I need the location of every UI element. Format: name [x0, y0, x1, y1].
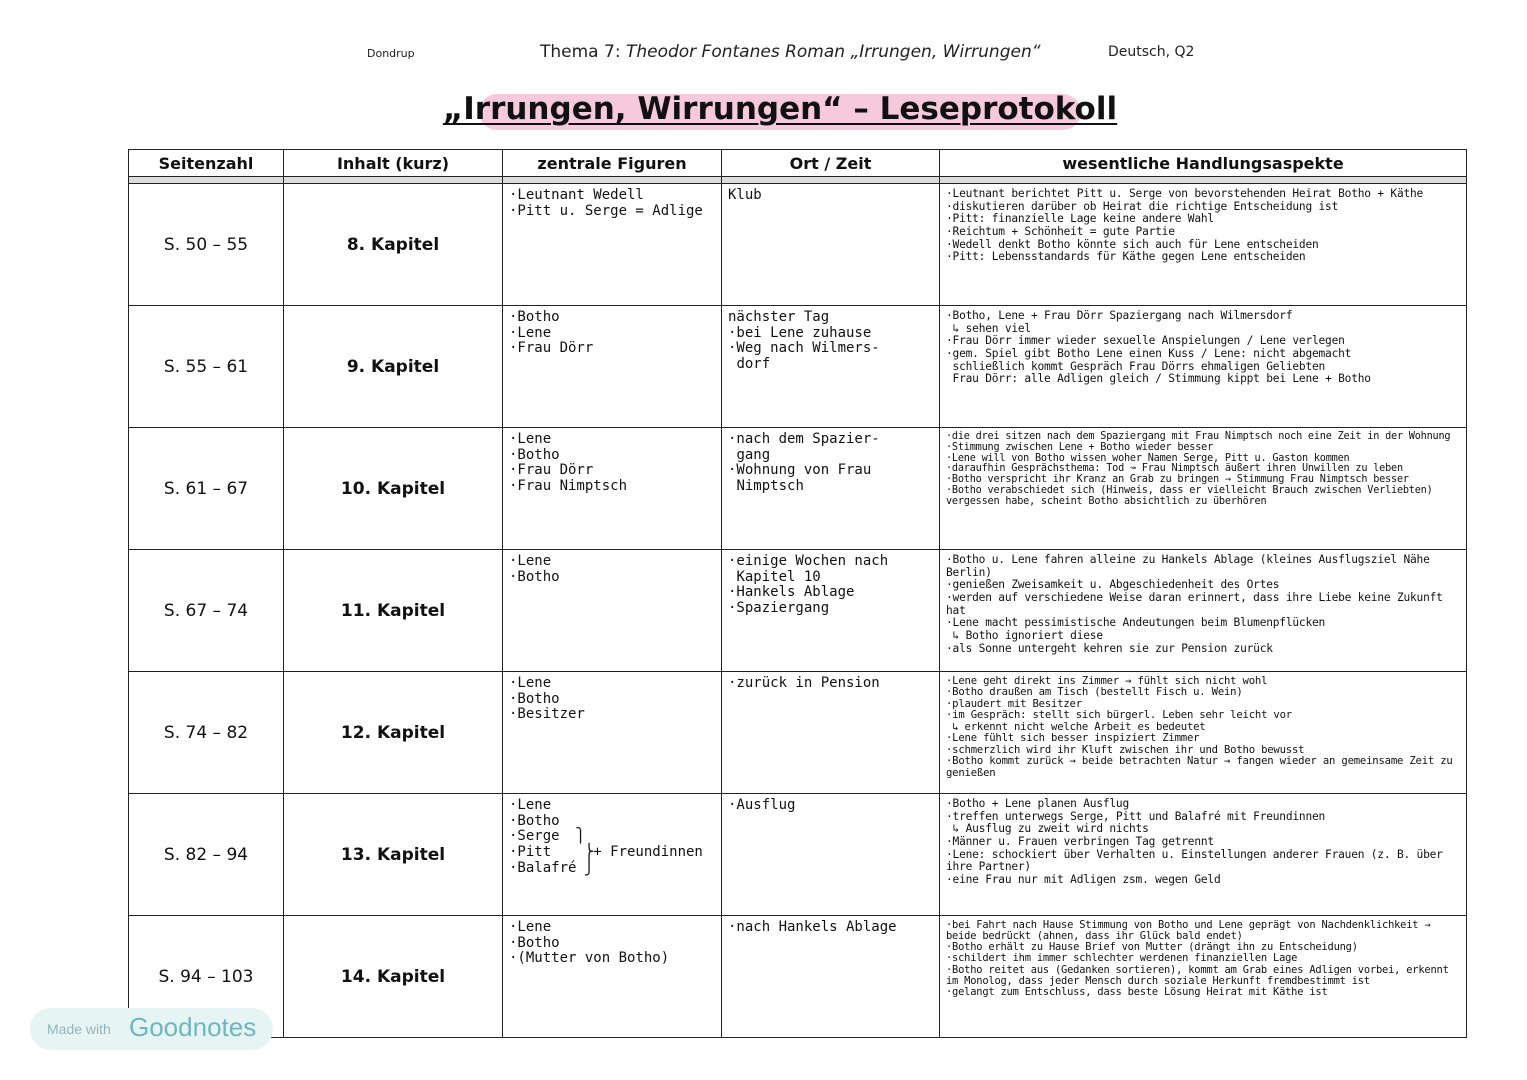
- table-row: [129, 184, 1467, 306]
- cell-aspects: [940, 306, 1467, 428]
- column-header-pages: Seitenzahl: [129, 150, 284, 177]
- cell-chapter: 14. Kapitel: [284, 916, 503, 1038]
- cell-chapter: 13. Kapitel: [284, 794, 503, 916]
- cell-figures: [503, 550, 722, 672]
- page-title: „Irrungen, Wirrungen“ – Leseprotokoll: [442, 91, 1118, 127]
- figures-text: ·Lene ·Botho ·(Mutter von Botho): [509, 919, 670, 967]
- cell-aspects: [940, 916, 1467, 1038]
- spacer-row: [129, 177, 1467, 184]
- cell-figures: [503, 916, 722, 1038]
- cell-chapter: 10. Kapitel: [284, 428, 503, 550]
- cell-figures: [503, 184, 722, 306]
- table-header-row: [129, 150, 1467, 177]
- figures-text: ·Lene ·Botho ·Besitzer: [509, 675, 585, 723]
- table-row: [129, 794, 1467, 916]
- figures-text: ·Lene ·Botho ·Serge ⎫ ·Pitt ⎬+ Freundinnen ·Balafré ⎭: [509, 797, 703, 876]
- place-text: nächster Tag ·bei Lene zuhause ·Weg nach Wilmers- dorf: [728, 309, 880, 373]
- header-topic-italic: Theodor Fontanes Roman „Irrungen, Wirrungen“: [625, 42, 1041, 62]
- cell-pages: S. 67 – 74: [129, 550, 284, 672]
- cell-place-time: [722, 306, 940, 428]
- reading-protocol-table: [128, 149, 1467, 1038]
- cell-figures: [503, 428, 722, 550]
- cell-place-time: [722, 550, 940, 672]
- place-text: ·einige Wochen nach Kapitel 10 ·Hankels Ablage ·Spaziergang: [728, 553, 889, 617]
- cell-pages: S. 55 – 61: [129, 306, 284, 428]
- place-text: ·nach dem Spazier- gang ·Wohnung von Frau Nimptsch: [728, 431, 880, 495]
- cell-place-time: [722, 184, 940, 306]
- cell-pages: S. 50 – 55: [129, 184, 284, 306]
- table-row: [129, 306, 1467, 428]
- column-header-figures: zentrale Figuren: [503, 150, 722, 177]
- cell-chapter: 8. Kapitel: [284, 184, 503, 306]
- header-author: Dondrup: [367, 47, 415, 60]
- header-course: Deutsch, Q2: [1108, 44, 1195, 60]
- column-header-content: Inhalt (kurz): [284, 150, 503, 177]
- header-topic-prefix: Thema 7:: [540, 42, 626, 62]
- cell-place-time: [722, 672, 940, 794]
- cell-place-time: [722, 794, 940, 916]
- cell-place-time: [722, 428, 940, 550]
- cell-figures: [503, 794, 722, 916]
- table-row: [129, 672, 1467, 794]
- cell-aspects: [940, 428, 1467, 550]
- place-text: Klub: [728, 187, 762, 203]
- place-text: ·nach Hankels Ablage: [728, 919, 897, 935]
- cell-pages: S. 94 – 103: [129, 916, 284, 1038]
- table-row: [129, 550, 1467, 672]
- aspects-text: ·Botho, Lene + Frau Dörr Spaziergang nach Wilmersdorf ↳ sehen viel ·Frau Dörr immer wieder sexuelle Anspielungen / Lene verlegen ·gem. Spiel gibt Botho Lene einen Kuss / Lene: nicht abgemacht schließlich kommt Gespräch Frau Dörrs ehmaligen Geliebten Frau Dörr: alle Adligen gleich / Stimmung kippt bei Lene + Botho: [946, 309, 1371, 386]
- aspects-text: ·Leutnant berichtet Pitt u. Serge von bevorstehenden Heirat Botho + Käthe ·diskutieren darüber ob Heirat die richtige Entscheidung ist ·Pitt: finanzielle Lage keine andere Wahl ·Reichtum + Schönheit = gute Partie ·Wedell denkt Botho könnte sich auch für Lene entscheiden ·Pitt: Lebensstandards für Käthe gegen Lene entscheiden: [946, 187, 1424, 264]
- aspects-text: ·Botho + Lene planen Ausflug ·treffen unterwegs Serge, Pitt und Balafré mit Freundinnen ↳ Ausflug zu zweit wird nichts ·Männer u. Frauen verbringen Tag getrennt ·Lene: schockiert über Verhalten u. Einstellungen anderer Frauen (z. B. über ihre Partner) ·eine Frau nur mit Adligen zsm. wegen Geld: [946, 797, 1443, 886]
- table-row: [129, 916, 1467, 1038]
- cell-aspects: [940, 794, 1467, 916]
- header-topic: [540, 42, 1041, 62]
- cell-chapter: 11. Kapitel: [284, 550, 503, 672]
- aspects-text: ·bei Fahrt nach Hause Stimmung von Botho und Lene geprägt von Nachdenklichkeit → beide bedrückt (ahnen, dass ihr Glück bald endet) ·Botho erhält zu Hause Brief von Mutter (drängt ihn zu Entscheidung) ·schildert ihm immer schlechter werdenen finanziellen Lage ·Botho reitet aus (Gedanken sortieren), kommt am Grab eines Adligen vorbei, erkennt im Monolog, dass jeder Mensch durch soziale Herkunft fremdbestimmt ist ·gelangt zum Entschluss, dass beste Lösung Heirat mit Käthe ist: [946, 919, 1449, 998]
- cell-figures: [503, 306, 722, 428]
- table-row: [129, 428, 1467, 550]
- figures-text: ·Lene ·Botho: [509, 553, 560, 585]
- place-text: ·zurück in Pension: [728, 675, 880, 691]
- aspects-text: ·Lene geht direkt ins Zimmer → fühlt sich nicht wohl ·Botho draußen am Tisch (bestellt Fisch u. Wein) ·plaudert mit Besitzer ·im Gespräch: stellt sich bürgerl. Leben sehr leicht vor ↳ erkennt nicht welche Arbeit es bedeutet ·Lene fühlt sich besser inspiziert Zimmer ·schmerzlich wird ihr Kluft zwischen ihr und Botho bewusst ·Botho kommt zurück → beide betrachten Natur → fangen wieder an gemeinsame Zeit zu genießen: [946, 675, 1453, 779]
- cell-figures: [503, 672, 722, 794]
- column-header-aspects: wesentliche Handlungsaspekte: [940, 150, 1467, 177]
- cell-pages: S. 61 – 67: [129, 428, 284, 550]
- place-text: ·Ausflug: [728, 797, 796, 813]
- figures-text: ·Lene ·Botho ·Frau Dörr ·Frau Nimptsch: [509, 431, 628, 495]
- aspects-text: ·Botho u. Lene fahren alleine zu Hankels Ablage (kleines Ausflugsziel Nähe Berlin) ·genießen Zweisamkeit u. Abgeschiedenheit des Ortes ·werden auf verschiedene Weise daran erinnert, dass ihre Liebe keine Zukunft hat ·Lene macht pessimistische Andeutungen beim Blumenpflücken ↳ Botho ignoriert diese ·als Sonne untergeht kehren sie zur Pension zurück: [946, 553, 1443, 655]
- cell-chapter: 12. Kapitel: [284, 672, 503, 794]
- figures-text: ·Botho ·Lene ·Frau Dörr: [509, 309, 594, 357]
- cell-aspects: [940, 184, 1467, 306]
- cell-chapter: 9. Kapitel: [284, 306, 503, 428]
- cell-aspects: [940, 672, 1467, 794]
- cell-pages: S. 82 – 94: [129, 794, 284, 916]
- column-header-place-time: Ort / Zeit: [722, 150, 940, 177]
- figures-text: ·Leutnant Wedell ·Pitt u. Serge = Adlige: [509, 187, 703, 219]
- cell-pages: S. 74 – 82: [129, 672, 284, 794]
- cell-place-time: [722, 916, 940, 1038]
- cell-aspects: [940, 550, 1467, 672]
- goodnotes-logo-text: Goodnotes: [129, 1012, 257, 1042]
- made-with-label: Made with: [47, 1021, 111, 1037]
- aspects-text: ·die drei sitzen nach dem Spaziergang mit Frau Nimptsch noch eine Zeit in der Wohnung ·Stimmung zwischen Lene + Botho wieder besser ·Lene will von Botho wissen woher Namen Serge, Pitt u. Gaston kommen ·daraufhin Gesprächsthema: Tod ↝ Frau Nimptsch äußert ihren Unwillen zu leben ·Botho verspricht ihr Kranz an Grab zu bringen → Stimmung Frau Nimptsch besser ·Botho verabschiedet sich (Hinweis, dass er vielleicht Brauch zwischen Verliebten) vergessen habe, scheint Botho absichtlich zu überhören: [946, 431, 1451, 507]
